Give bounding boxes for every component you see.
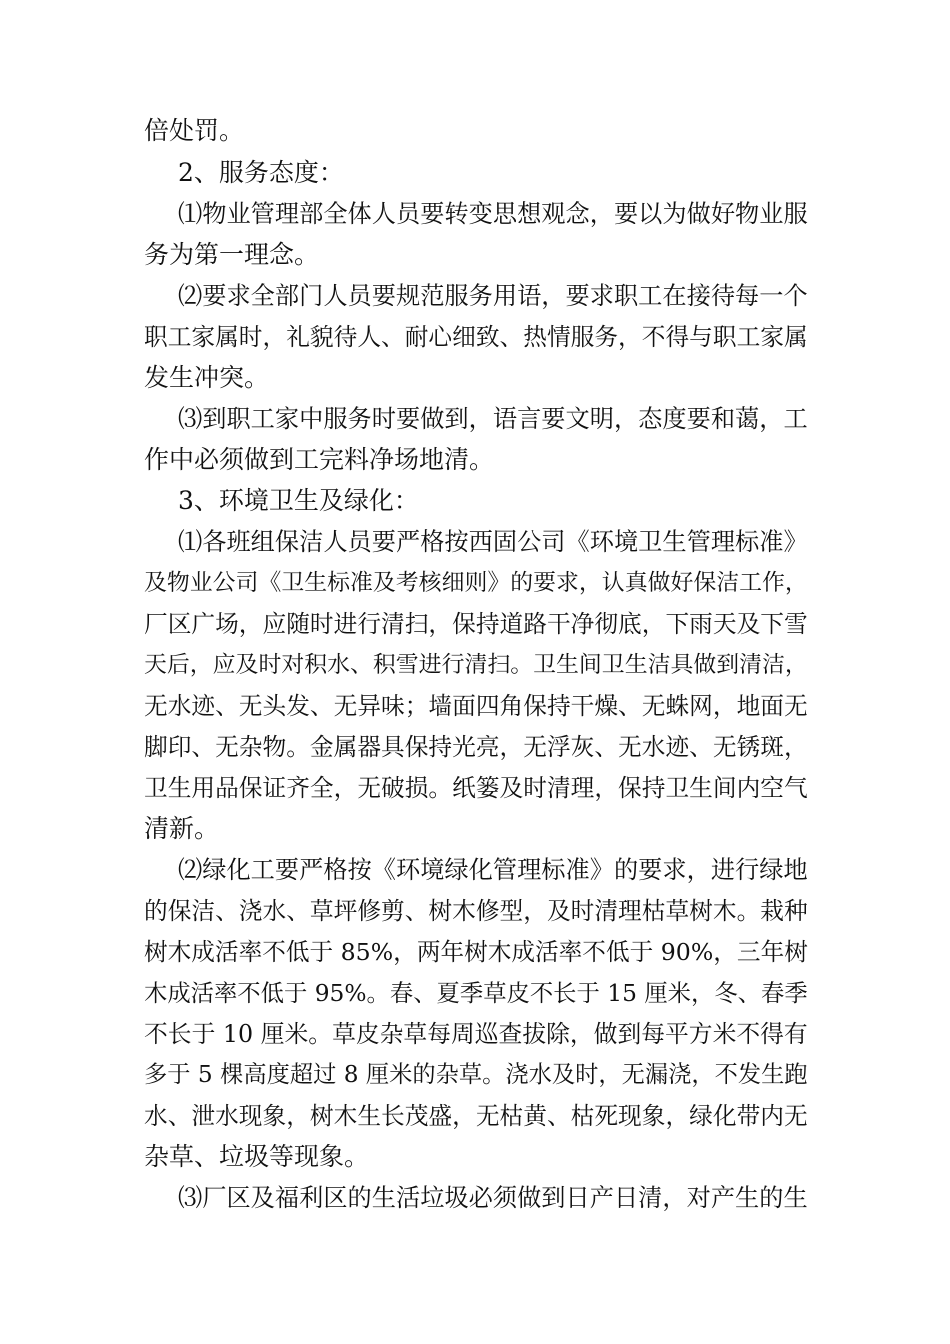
text-line: 发生冲突。 xyxy=(144,363,270,392)
section-heading: 2、服务态度： xyxy=(178,158,344,187)
text-line: ⑴各班组保洁人员要严格按西固公司《环境卫生管理标准》 xyxy=(178,528,808,556)
text-line: 树木成活率不低于 85%，两年树木成活率不低于 90%，三年树 xyxy=(144,938,808,966)
text-line: ⑶厂区及福利区的生活垃圾必须做到日产日清，对产生的生 xyxy=(178,1184,808,1212)
text-line: 水、泄水现象，树木生长茂盛，无枯黄、枯死现象，绿化带内无 xyxy=(144,1102,808,1130)
section-heading: 3、环境卫生及绿化： xyxy=(178,486,419,515)
text-line: 务为第一理念。 xyxy=(144,240,320,269)
text-line: 脚印、无杂物。金属器具保持光亮，无浮灰、无水迹、无锈斑， xyxy=(144,733,808,761)
text-line: 清新。 xyxy=(144,814,220,843)
text-line: 天后，应及时对积水、积雪进行清扫。卫生间卫生洁具做到清洁， xyxy=(144,652,808,678)
text-line: 厂区广场，应随时进行清扫，保持道路干净彻底，下雨天及下雪 xyxy=(144,610,808,638)
text-line: 木成活率不低于 95%。春、夏季草皮不长于 15 厘米，冬、春季 xyxy=(144,979,808,1007)
text-line: 杂草、垃圾等现象。 xyxy=(144,1142,370,1171)
text-line: ⑵要求全部门人员要规范服务用语，要求职工在接待每一个 xyxy=(178,282,808,310)
text-line: 卫生用品保证齐全，无破损。纸篓及时清理，保持卫生间内空气 xyxy=(144,774,808,802)
text-line: ⑵绿化工要严格按《环境绿化管理标准》的要求，进行绿地 xyxy=(178,856,808,884)
text-line: 职工家属时，礼貌待人、耐心细致、热情服务，不得与职工家属 xyxy=(144,323,808,351)
text-line: 多于 5 棵高度超过 8 厘米的杂草。浇水及时，无漏浇，不发生跑 xyxy=(144,1061,808,1088)
text-line: 无水迹、无头发、无异味；墙面四角保持干燥、无蛛网，地面无 xyxy=(144,692,808,720)
text-line: 作中必须做到工完料净场地清。 xyxy=(144,445,495,474)
text-line: 及物业公司《卫生标准及考核细则》的要求，认真做好保洁工作， xyxy=(144,570,808,596)
text-line: 的保洁、浇水、草坪修剪、树木修型，及时清理枯草树木。栽种 xyxy=(144,897,808,925)
text-line: ⑴物业管理部全体人员要转变思想观念，要以为做好物业服 xyxy=(178,200,808,228)
text-line: ⑶到职工家中服务时要做到，语言要文明，态度要和蔼，工 xyxy=(178,405,808,433)
text-line: 倍处罚。 xyxy=(144,116,245,145)
text-line: 不长于 10 厘米。草皮杂草每周巡查拔除，做到每平方米不得有 xyxy=(144,1020,808,1048)
